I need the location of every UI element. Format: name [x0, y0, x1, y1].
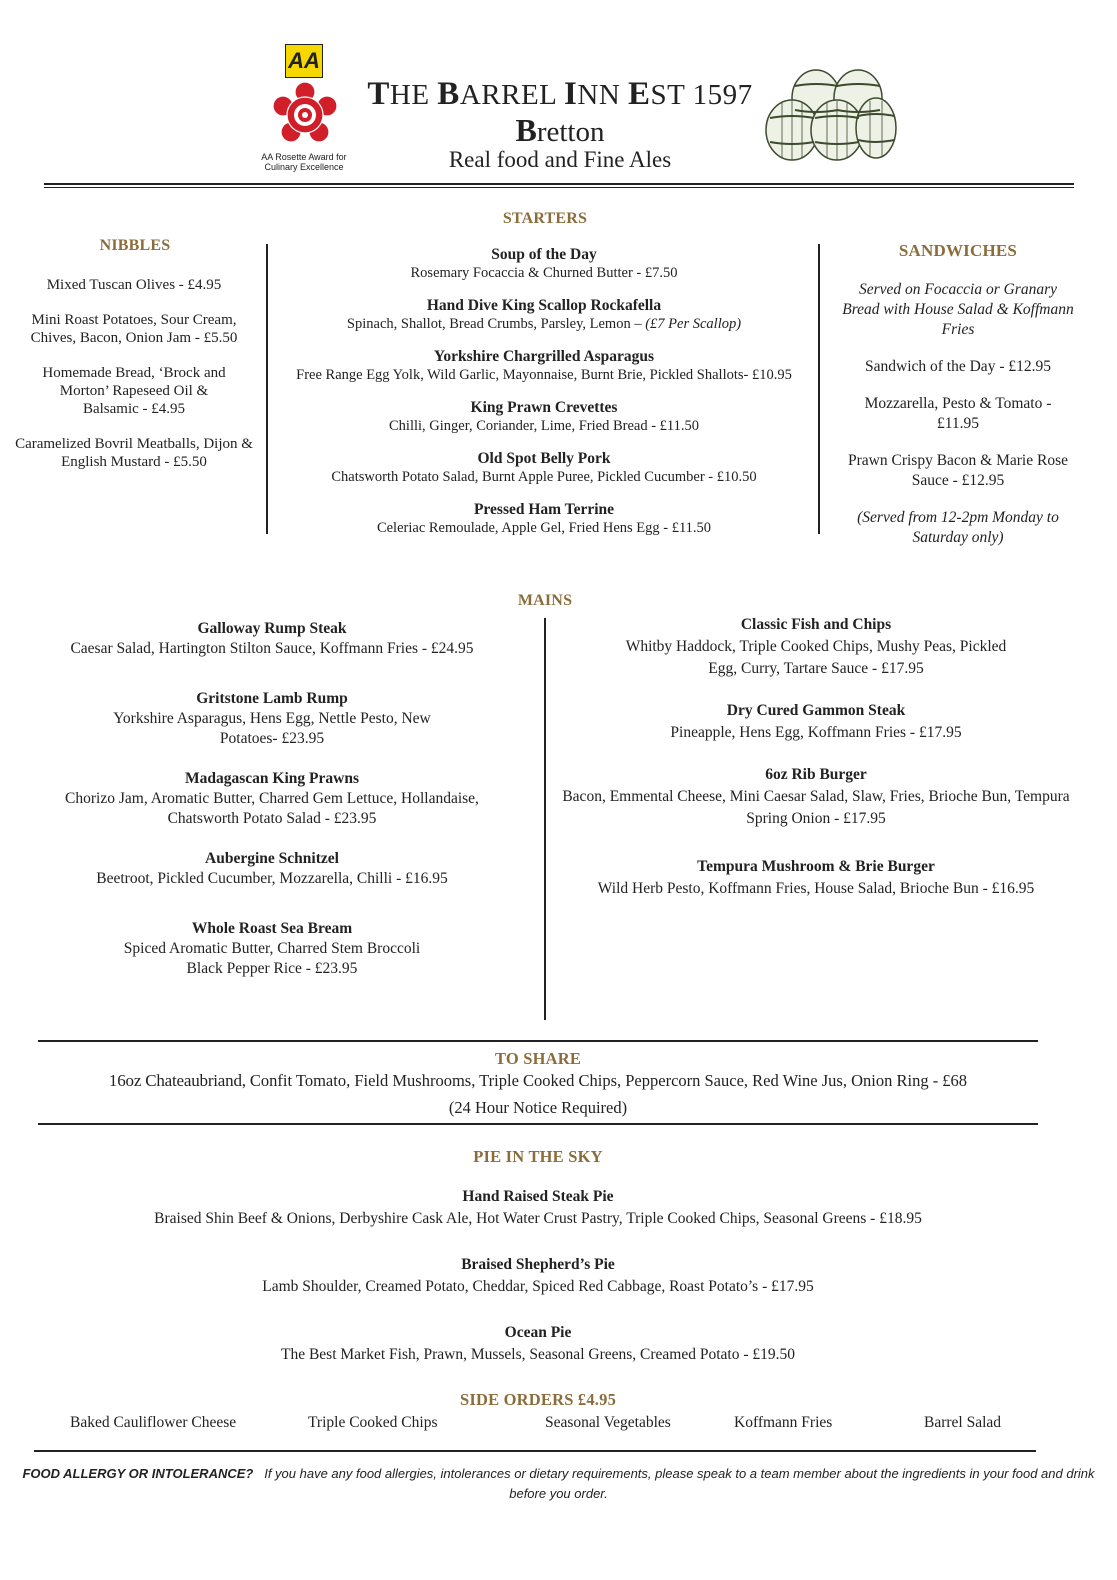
mains-right-list [562, 614, 1070, 900]
rosette-caption-line-2: Culinary Excellence [264, 162, 344, 172]
list-item [28, 849, 516, 889]
item-title: Soup of the Day [491, 246, 597, 263]
item-title: Dry Cured Gammon Steak [726, 702, 906, 719]
divider-left [266, 244, 268, 534]
list-item [562, 764, 1070, 830]
list-item: Baked Cauliflower Cheese [70, 1414, 237, 1431]
item-title: Gritstone Lamb Rump [196, 690, 348, 707]
list-item: Prawn Crispy Bacon & Marie Rose Sauce - £12.95 [848, 452, 1068, 489]
item-title: Old Spot Belly Pork [477, 450, 611, 467]
sandwiches-heading: SANDWICHES [898, 241, 1018, 260]
nibbles-heading: NIBBLES [99, 237, 171, 254]
list-item: Homemade Bread, ‘Brock and Morton’ Rapeseed Oil & Balsamic - £4.95 [42, 365, 226, 417]
item-desc: Chatsworth Potato Salad, Burnt Apple Puree, Pickled Cucumber - £10.50 [331, 469, 757, 485]
item-desc: Braised Shin Beef & Onions, Derbyshire Cask Ale, Hot Water Crust Pastry, Triple Cooked Chips, Seasonal Greens - £18.95 [154, 1210, 922, 1227]
list-item [285, 246, 803, 282]
list-item [562, 614, 1070, 680]
item-desc: Chilli, Ginger, Coriander, Lime, Fried Bread - £11.50 [389, 418, 699, 434]
restaurant-title: THE BARREL INN EST 1597 [367, 76, 753, 112]
item-desc: Celeriac Remoulade, Apple Gel, Fried Hens Egg - £11.50 [376, 520, 712, 536]
item-title: Ocean Pie [504, 1324, 572, 1341]
list-item [30, 1186, 1046, 1230]
item-desc: Lamb Shoulder, Creamed Potato, Cheddar, Spiced Red Cabbage, Roast Potato’s - £17.95 [262, 1278, 814, 1295]
sandwiches-note: (Served from 12-2pm Monday to Saturday only) [857, 509, 1059, 546]
item-title: Hand Raised Steak Pie [462, 1188, 614, 1205]
sandwiches-list [836, 280, 1080, 565]
item-desc: Yorkshire Asparagus, Hens Egg, Nettle Pesto, New Potatoes- £23.95 [113, 710, 431, 747]
list-item: Sandwich of the Day - £12.95 [865, 358, 1051, 375]
item-title: Galloway Rump Steak [197, 620, 347, 637]
item-desc: Caesar Salad, Hartington Stilton Sauce, Koffmann Fries - £24.95 [70, 640, 474, 657]
share-rule-bottom [38, 1123, 1038, 1125]
mains-heading: MAINS [517, 592, 573, 609]
mains-divider [544, 618, 546, 1020]
sides-heading: SIDE ORDERS £4.95 [459, 1390, 617, 1409]
list-item: Koffmann Fries [734, 1414, 833, 1431]
nibbles-list [8, 276, 260, 488]
header-rule-thin [44, 187, 1074, 188]
list-item: Mixed Tuscan Olives - £4.95 [46, 277, 222, 293]
item-desc: Spiced Aromatic Butter, Charred Stem Broccoli Black Pepper Rice - £23.95 [123, 940, 421, 977]
item-desc: Confit Tomato, Field Mushrooms, Triple Cooked Chips, Peppercorn Sauce, Red Wine Jus, Onion Ring - £68 [249, 1071, 968, 1090]
list-item: Triple Cooked Chips [308, 1414, 438, 1431]
rosette-icon [268, 80, 342, 150]
list-item [28, 769, 516, 829]
restaurant-location: Bretton [515, 112, 605, 148]
header-rule [44, 183, 1074, 185]
item-desc: Beetroot, Pickled Cucumber, Mozzarella, Chilli - £16.95 [96, 870, 448, 887]
list-item [562, 700, 1070, 744]
list-item: Seasonal Vegetables [545, 1414, 671, 1431]
item-title: Aubergine Schnitzel [205, 850, 339, 867]
sandwiches-intro: Served on Focaccia or Granary Bread with House Salad & Koffmann Fries [842, 281, 1074, 338]
item-title: Braised Shepherd’s Pie [461, 1256, 615, 1273]
list-item: Mozzarella, Pesto & Tomato - £11.95 [864, 395, 1052, 432]
starters-heading: STARTERS [502, 210, 588, 227]
list-item [28, 689, 516, 749]
share-rule-top [38, 1040, 1038, 1042]
item-title: Madagascan King Prawns [185, 770, 359, 787]
sides-list [40, 1414, 1080, 1436]
footer-rule [34, 1450, 1036, 1452]
list-item [28, 919, 516, 979]
list-item [285, 399, 803, 435]
item-desc: Rosemary Focaccia & Churned Butter - £7.50 [410, 265, 678, 281]
item-title: 6oz Rib Burger [765, 766, 867, 783]
list-item: Barrel Salad [924, 1414, 1002, 1431]
tagline: Real food and Fine Ales [448, 147, 672, 172]
list-item [30, 1322, 1046, 1366]
list-item [285, 501, 803, 537]
item-desc: Whitby Haddock, Triple Cooked Chips, Mushy Peas, Pickled Egg, Curry, Tartare Sauce - £17.95 [625, 638, 1007, 677]
rosette-caption [248, 152, 360, 172]
aa-badge-icon: AA [285, 44, 323, 78]
allergy-text: If you have any food allergies, intolerances or dietary requirements, please speak to a team member about the ingredients in your food and drink before you order. [264, 1466, 1095, 1501]
item-title: Whole Roast Sea Bream [191, 920, 353, 937]
item-desc: Bacon, Emmental Cheese, Mini Caesar Salad, Slaw, Fries, Brioche Bun, Tempura Spring Onion - £17.95 [562, 788, 1070, 827]
item-desc: The Best Market Fish, Prawn, Mussels, Seasonal Greens, Creamed Potato - £19.50 [280, 1346, 795, 1363]
item-title: Pressed Ham Terrine [473, 501, 615, 518]
item-note: (£7 Per Scallop) [645, 316, 742, 332]
list-item [285, 450, 803, 486]
allergy-label: FOOD ALLERGY OR INTOLERANCE? [22, 1466, 254, 1481]
item-desc: Spinach, Shallot, Bread Crumbs, Parsley, Lemon – [346, 316, 642, 332]
pies-list [30, 1186, 1046, 1366]
item-desc: Free Range Egg Yolk, Wild Garlic, Mayonnaise, Burnt Brie, Pickled Shallots- £10.95 [296, 367, 792, 383]
pies-heading: PIE IN THE SKY [473, 1147, 603, 1166]
to-share-note: (24 Hour Notice Required) [448, 1098, 628, 1117]
item-desc: Chorizo Jam, Aromatic Butter, Charred Gem Lettuce, Hollandaise, Chatsworth Potato Salad - £23.95 [65, 790, 479, 827]
divider-right [818, 244, 820, 534]
starters-list [285, 246, 803, 552]
rosette-caption-line-1: AA Rosette Award for [261, 152, 347, 162]
item-title: Classic Fish and Chips [740, 616, 892, 633]
item-title: 16oz Chateaubriand, [108, 1071, 246, 1090]
list-item: Caramelized Bovril Meatballs, Dijon & English Mustard - £5.50 [15, 436, 253, 470]
to-share-heading: TO SHARE [494, 1049, 582, 1068]
item-desc: Wild Herb Pesto, Koffmann Fries, House Salad, Brioche Bun - £16.95 [597, 880, 1035, 897]
item-title: Yorkshire Chargrilled Asparagus [433, 348, 655, 365]
list-item [28, 619, 516, 659]
list-item [285, 348, 803, 384]
list-item [285, 297, 803, 333]
list-item: Mini Roast Potatoes, Sour Cream, Chives, Bacon, Onion Jam - £5.50 [30, 312, 238, 346]
barrels-icon [762, 68, 898, 162]
item-title: Hand Dive King Scallop Rockafella [426, 297, 662, 314]
list-item [562, 856, 1070, 900]
item-desc: Pineapple, Hens Egg, Koffmann Fries - £17.95 [670, 724, 962, 741]
allergy-note [20, 1464, 1097, 1504]
list-item [30, 1254, 1046, 1298]
item-title: Tempura Mushroom & Brie Burger [697, 858, 935, 875]
item-title: King Prawn Crevettes [470, 399, 618, 416]
to-share-item [30, 1070, 1046, 1092]
mains-left-list [28, 619, 516, 979]
